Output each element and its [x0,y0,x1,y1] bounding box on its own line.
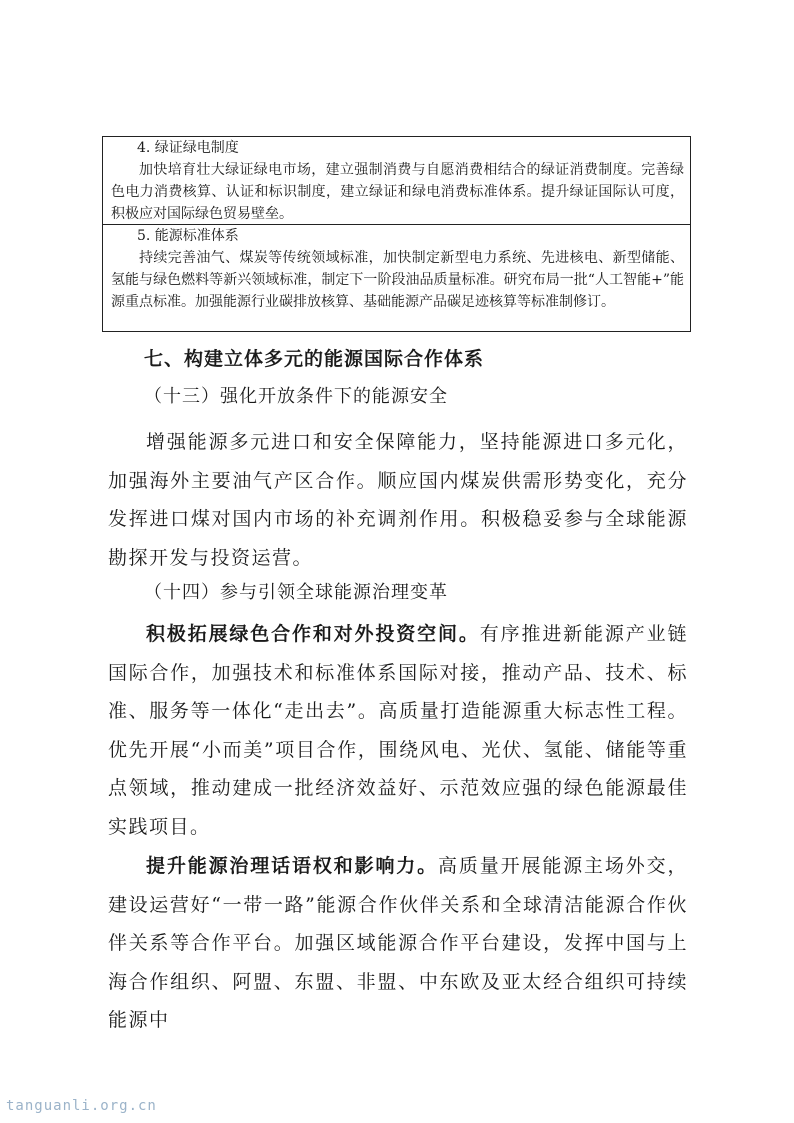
paragraph-green-cooperation [108,615,688,846]
box-paragraph: 加快培育壮大绿证绿电市场，建立强制消费与自愿消费相结合的绿证消费制度。完善绿色电力消费核算、认证和标识制度，建立绿证和绿电消费标准体系。提升绿证国际认可度，积极应对国际绿色贸易壁垒。 [111,162,684,222]
paragraph-body: 高质量开展能源主场外交，建设运营好“一带一路”能源合作伙伴关系和全球清洁能源合作伙伴关系等合作平台。加强区域能源合作平台建设，发挥中国与上海合作组织、阿盟、东盟、非盟、中东欧及亚太经合组织可持续能源中 [108,855,688,1031]
site-watermark: tanguanli.org.cn [6,1098,157,1114]
subsection-heading-14: （十四）参与引领全球能源治理变革 [144,582,448,603]
paragraph-lead: 积极拓展绿色合作和对外投资空间。 [146,623,480,645]
green-certificate-box [102,136,691,225]
box-paragraph: 持续完善油气、煤炭等传统领域标准，加快制定新型电力系统、先进核电、新型储能、氢能与绿色燃料等新兴领域标准，制定下一阶段油品质量标准。研究布局一批“人工智能+”能源重点标准。加强能源行业碳排放核算、基础能源产品碳足迹核算等标准制修订。 [111,250,684,310]
energy-standards-box [102,224,691,332]
paragraph-energy-security: 增强能源多元进口和安全保障能力，坚持能源进口多元化，加强海外主要油气产区合作。顺应国内煤炭供需形势变化，充分发挥进口煤对国内市场的补充调剂作用。积极稳妥参与全球能源勘探开发与投资运营。 [108,431,688,569]
paragraph-lead: 提升能源治理话语权和影响力。 [146,855,439,877]
paragraph-governance [108,847,688,1040]
section-heading: 七、构建立体多元的能源国际合作体系 [144,348,485,370]
paragraph-body: 有序推进新能源产业链国际合作，加强技术和标准体系国际对接，推动产品、技术、标准、服务等一体化“走出去”。高质量打造能源重大标志性工程。优先开展“小而美”项目合作，围绕风电、光伏、氢能、储能等重点领域，推动建成一批经济效益好、示范效应强的绿色能源最佳实践项目。 [108,623,688,838]
subsection-heading-13: （十三）强化开放条件下的能源安全 [144,386,448,407]
box-title: 5. 能源标准体系 [137,228,239,244]
box-title: 4. 绿证绿电制度 [137,140,239,156]
